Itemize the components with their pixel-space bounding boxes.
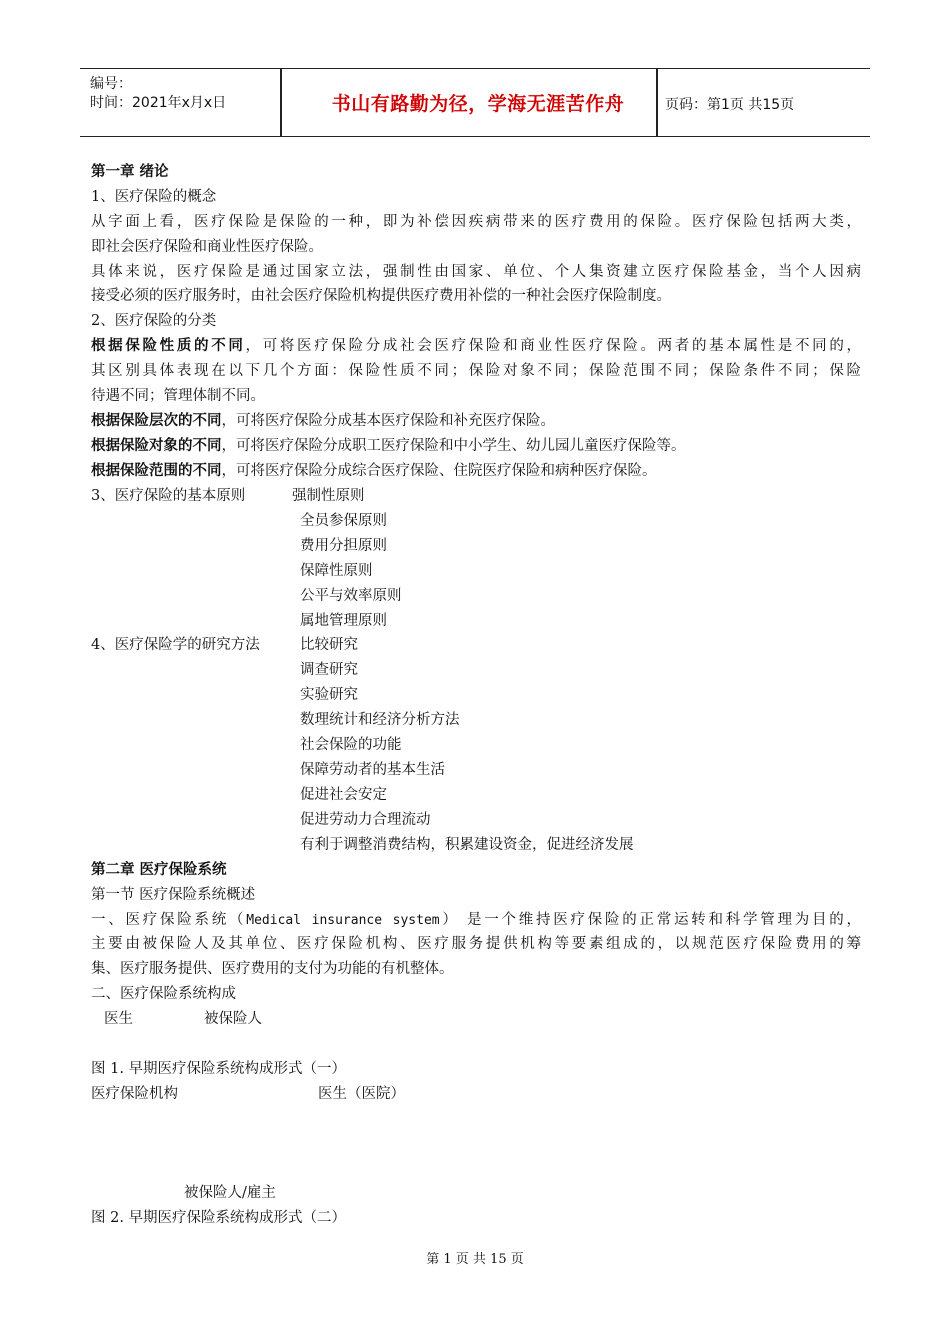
- list-item: 调查研究: [300, 662, 358, 678]
- paragraph-line: 具体来说，医疗保险是通过国家立法，强制性由国家、单位、个人集资建立医疗保险基金，当个人因病: [91, 264, 861, 280]
- list-item: 比较研究: [300, 637, 358, 653]
- paragraph-line: 接受必须的医疗服务时，由社会医疗保险机构提供医疗费用补偿的一种社会医疗保险制度。: [91, 288, 671, 304]
- paragraph-line: 待遇不同；管理体制不同。: [91, 388, 265, 404]
- figure-node-insurer: 医疗保险机构: [91, 1086, 178, 1102]
- figure-node-insured-employer: 被保险人/雇主: [184, 1185, 276, 1201]
- figure-caption: 图 2. 早期医疗保险系统构成形式（二）: [91, 1210, 347, 1226]
- paragraph-line: [91, 437, 686, 455]
- paragraph-text: ，可将医疗保险分成基本医疗保险和补充医疗保险。: [221, 413, 555, 429]
- paragraph-line: [91, 337, 861, 355]
- english-term: Medical insurance system: [246, 913, 440, 928]
- list-item: 强制性原则: [292, 488, 365, 504]
- list-item: 实验研究: [300, 687, 358, 703]
- header-divider: [280, 69, 282, 136]
- paragraph-line: 主要由被保险人及其单位、医疗保险机构、医疗服务提供机构等要素组成的，以规范医疗保险费用的筹: [91, 936, 861, 952]
- list-item: 保障劳动者的基本生活: [300, 762, 445, 778]
- list-item: 促进劳动力合理流动: [300, 812, 431, 828]
- paragraph-line: 其区别具体表现在以下几个方面：保险性质不同；保险对象不同；保险范围不同；保险条件不同；保险: [91, 363, 861, 379]
- section-title: 二、医疗保险系统构成: [91, 986, 236, 1002]
- figure-node-hospital: 医生（医院）: [318, 1086, 405, 1102]
- section-title: 1、医疗保险的概念: [91, 189, 217, 205]
- list-item: 有利于调整消费结构，积累建设资金，促进经济发展: [300, 837, 634, 853]
- paragraph-text: ） 是一个维持医疗保险的正常运转和科学管理为目的，: [439, 912, 861, 928]
- paragraph-text: ，可将医疗保险分成职工医疗保险和中小学生、幼儿园儿童医疗保险等。: [221, 438, 686, 454]
- list-item: 社会保险的功能: [300, 737, 402, 753]
- page-header: [80, 68, 870, 137]
- paragraph-line: 即社会医疗保险和商业性医疗保险。: [91, 239, 323, 255]
- figure-caption: 图 1. 早期医疗保险系统构成形式（一）: [91, 1061, 347, 1077]
- section-title: 2、医疗保险的分类: [91, 313, 217, 329]
- chapter-title: 第二章 医疗保险系统: [91, 861, 227, 878]
- list-item: 公平与效率原则: [300, 588, 402, 604]
- header-divider: [656, 69, 658, 136]
- header-meta: [90, 75, 226, 113]
- bold-term: 根据保险范围的不同: [91, 462, 222, 479]
- list-item: 全员参保原则: [300, 513, 387, 529]
- paragraph-text: ，可将医疗保险分成综合医疗保险、住院医疗保险和病种医疗保险。: [221, 463, 657, 479]
- figure-node-insured: 被保险人: [204, 1011, 262, 1027]
- list-item: 保障性原则: [300, 563, 373, 579]
- header-motto: 书山有路勤为径，学海无涯苦作舟: [331, 93, 625, 115]
- bold-term: 根据保险层次的不同: [91, 412, 222, 429]
- number-label: 编号：: [90, 76, 132, 92]
- paragraph-line: [91, 911, 861, 930]
- page-footer: 第 1 页 共 15 页: [426, 1252, 524, 1267]
- date-label: 时间：2021年x月x日: [90, 95, 227, 111]
- bold-term: 根据保险对象的不同: [91, 437, 222, 454]
- chapter-title: 第一章 绪论: [91, 163, 169, 180]
- figure-node-doctor: 医生: [104, 1011, 133, 1027]
- section-title: 第一节 医疗保险系统概述: [91, 887, 256, 903]
- list-item: 促进社会安定: [300, 787, 387, 803]
- paragraph-text: ，可将医疗保险分成社会医疗保险和商业性医疗保险。两者的基本属性是不同的，: [245, 338, 862, 354]
- paragraph-line: [91, 412, 555, 430]
- list-item: 数理统计和经济分析方法: [300, 712, 460, 728]
- page-number-label: 页码：第1页 共15页: [665, 97, 795, 113]
- paragraph-text: 一、医疗保险系统（: [91, 912, 247, 928]
- list-item: 费用分担原则: [300, 538, 387, 554]
- section-title: 3、医疗保险的基本原则: [91, 488, 246, 504]
- paragraph-line: 集、医疗服务提供、医疗费用的支付为功能的有机整体。: [91, 961, 454, 977]
- section-title: 4、医疗保险学的研究方法: [91, 637, 260, 653]
- list-item: 属地管理原则: [300, 613, 387, 629]
- paragraph-line: [91, 462, 657, 480]
- bold-term: 根据保险性质的不同: [91, 337, 246, 354]
- paragraph-line: 从字面上看，医疗保险是保险的一种，即为补偿因疾病带来的医疗费用的保险。医疗保险包括两大类，: [91, 214, 861, 230]
